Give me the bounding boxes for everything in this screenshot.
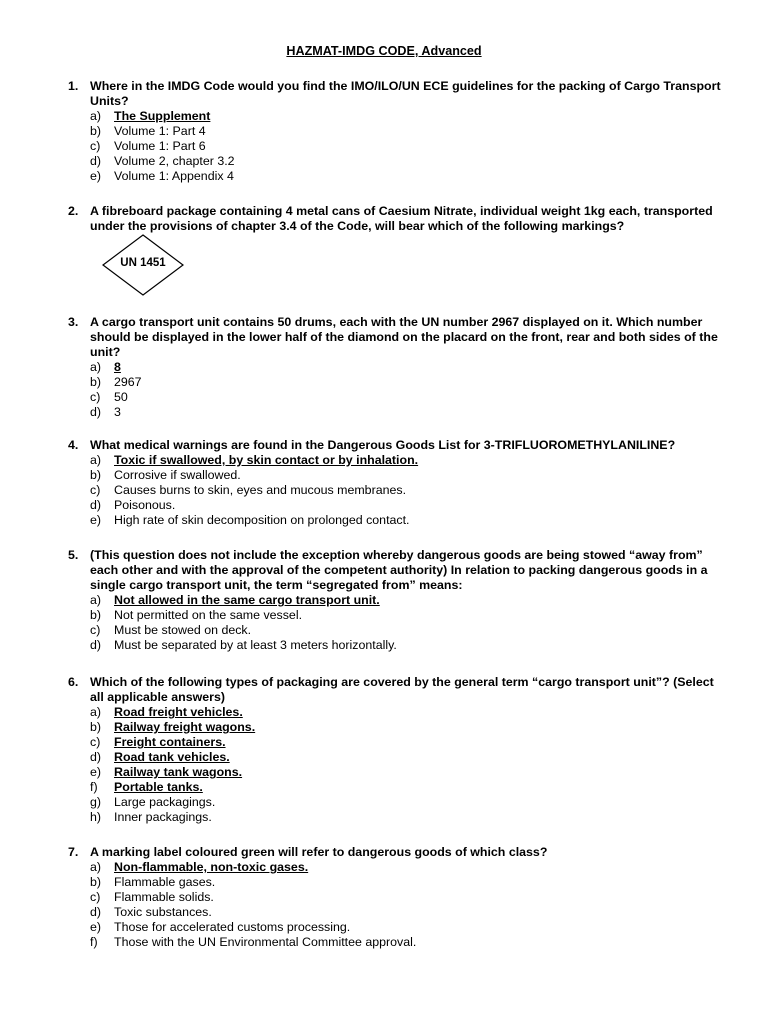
question-5 — [68, 548, 728, 653]
answer-option-correct — [68, 860, 728, 875]
option-text: High rate of skin decomposition on prolonged contact. — [114, 513, 410, 527]
option-text: Inner packagings. — [114, 810, 212, 824]
answer-option-correct — [68, 765, 728, 780]
option-text: Road tank vehicles. — [114, 750, 230, 764]
answer-option — [68, 810, 728, 825]
question-number: 4. — [68, 438, 79, 452]
option-text: 8 — [114, 360, 121, 374]
answer-option — [68, 169, 728, 184]
answer-option-correct — [68, 735, 728, 750]
answer-option — [68, 795, 728, 810]
option-letter: d) — [90, 750, 102, 764]
option-text: Freight containers. — [114, 735, 226, 749]
option-letter: b) — [90, 468, 102, 482]
answer-option-correct — [68, 109, 728, 124]
question-2 — [68, 204, 728, 234]
answer-option — [68, 905, 728, 920]
option-text: Not allowed in the same cargo transport unit. — [114, 593, 380, 607]
answer-option — [68, 920, 728, 935]
answer-option — [68, 124, 728, 139]
option-text: Large packagings. — [114, 795, 216, 809]
option-text: Toxic substances. — [114, 905, 212, 919]
option-letter: a) — [90, 109, 102, 123]
question-text: What medical warnings are found in the Dangerous Goods List for 3-TRIFLUOROMETHYLANILINE? — [90, 438, 676, 452]
answer-option — [68, 154, 728, 169]
answer-option — [68, 608, 728, 623]
option-text: Volume 1: Part 4 — [114, 124, 206, 138]
option-letter: c) — [90, 139, 101, 153]
answer-option — [68, 405, 728, 420]
option-text: Non-flammable, non-toxic gases. — [114, 860, 309, 874]
option-text: Those with the UN Environmental Committee approval. — [114, 935, 417, 949]
option-letter: a) — [90, 593, 102, 607]
answer-option — [68, 890, 728, 905]
question-number: 7. — [68, 845, 79, 859]
answer-option-correct — [68, 750, 728, 765]
question-text: (This question does not include the exception whereby dangerous goods are being stowed “away from” each other and with the approval of the competent authority) In relation to packing dangerous goods in a single cargo transport unit, the term “segregated from” means: — [90, 548, 708, 592]
question-text: Which of the following types of packaging are covered by the general term “cargo transport unit”? (Select all applicable answers) — [90, 675, 714, 704]
question-6 — [68, 675, 728, 825]
answer-option — [68, 498, 728, 513]
option-letter: d) — [90, 405, 102, 419]
option-text: Poisonous. — [114, 498, 176, 512]
answer-option-correct — [68, 593, 728, 608]
question-7 — [68, 845, 728, 950]
option-letter: e) — [90, 920, 102, 934]
answer-option — [68, 483, 728, 498]
option-text: The Supplement — [114, 109, 211, 123]
question-4 — [68, 438, 728, 528]
option-letter: b) — [90, 608, 102, 622]
option-letter: h) — [90, 810, 102, 824]
options-list — [68, 860, 728, 950]
option-letter: d) — [90, 498, 102, 512]
question-number: 6. — [68, 675, 79, 689]
option-text: Causes burns to skin, eyes and mucous membranes. — [114, 483, 407, 497]
question-3 — [68, 315, 728, 420]
option-letter: a) — [90, 705, 102, 719]
answer-option-correct — [68, 453, 728, 468]
option-text: Toxic if swallowed, by skin contact or by inhalation. — [114, 453, 419, 467]
option-letter: d) — [90, 154, 102, 168]
option-letter: b) — [90, 875, 102, 889]
option-letter: a) — [90, 860, 102, 874]
option-letter: c) — [90, 735, 101, 749]
option-text: Must be separated by at least 3 meters horizontally. — [114, 638, 397, 652]
answer-option — [68, 623, 728, 638]
option-text: Road freight vehicles. — [114, 705, 243, 719]
question-number: 1. — [68, 79, 79, 93]
option-letter: f) — [90, 780, 98, 794]
option-letter: c) — [90, 483, 101, 497]
option-letter: e) — [90, 513, 102, 527]
question-text: Where in the IMDG Code would you find the IMO/ILO/UN ECE guidelines for the packing of Cargo Transport Units? — [90, 79, 721, 108]
option-text: Not permitted on the same vessel. — [114, 608, 303, 622]
option-text: Flammable solids. — [114, 890, 214, 904]
answer-option-correct — [68, 720, 728, 735]
option-text: Portable tanks. — [114, 780, 203, 794]
option-letter: c) — [90, 390, 101, 404]
answer-option — [68, 513, 728, 528]
un-marking-label: UN 1451 — [120, 257, 166, 269]
question-text: A marking label coloured green will refer to dangerous goods of which class? — [90, 845, 548, 859]
option-text: Corrosive if swallowed. — [114, 468, 241, 482]
option-text: Must be stowed on deck. — [114, 623, 252, 637]
answer-option-correct — [68, 705, 728, 720]
question-number: 3. — [68, 315, 79, 329]
answer-option — [68, 875, 728, 890]
options-list — [68, 360, 728, 420]
answer-option — [68, 468, 728, 483]
option-text: Volume 1: Appendix 4 — [114, 169, 234, 183]
question-number: 5. — [68, 548, 79, 562]
option-letter: f) — [90, 935, 98, 949]
answer-option — [68, 390, 728, 405]
option-letter: d) — [90, 638, 102, 652]
option-letter: b) — [90, 720, 102, 734]
option-text: 2967 — [114, 375, 142, 389]
answer-option-correct — [68, 360, 728, 375]
option-letter: e) — [90, 169, 102, 183]
question-1 — [68, 79, 728, 184]
option-text: Volume 2, chapter 3.2 — [114, 154, 235, 168]
options-list — [68, 109, 728, 184]
un-marking-diamond — [102, 234, 184, 296]
option-letter: b) — [90, 124, 102, 138]
options-list — [68, 593, 728, 653]
option-text: 3 — [114, 405, 121, 419]
option-text: 50 — [114, 390, 128, 404]
option-letter: b) — [90, 375, 102, 389]
option-letter: d) — [90, 905, 102, 919]
option-text: Volume 1: Part 6 — [114, 139, 206, 153]
question-number: 2. — [68, 204, 79, 218]
option-letter: a) — [90, 453, 102, 467]
option-letter: c) — [90, 890, 101, 904]
option-letter: a) — [90, 360, 102, 374]
option-text: Railway freight wagons. — [114, 720, 256, 734]
answer-option-correct — [68, 780, 728, 795]
option-letter: c) — [90, 623, 101, 637]
question-text: A cargo transport unit contains 50 drums, each with the UN number 2967 displayed on it. Which number should be displayed in the lower half of the diamond on the placard on the front, rear and both sides of the unit? — [90, 315, 718, 359]
options-list — [68, 453, 728, 528]
option-text: Railway tank wagons. — [114, 765, 243, 779]
options-list — [68, 705, 728, 825]
answer-option — [68, 935, 728, 950]
answer-option — [68, 139, 728, 154]
answer-option — [68, 375, 728, 390]
option-letter: g) — [90, 795, 102, 809]
option-text: Those for accelerated customs processing. — [114, 920, 351, 934]
document-title: HAZMAT-IMDG CODE, Advanced — [286, 44, 482, 58]
option-text: Flammable gases. — [114, 875, 216, 889]
question-text: A fibreboard package containing 4 metal cans of Caesium Nitrate, individual weight 1kg each, transported under the provisions of chapter 3.4 of the Code, will bear which of the following markings? — [90, 204, 713, 233]
answer-option — [68, 638, 728, 653]
option-letter: e) — [90, 765, 102, 779]
